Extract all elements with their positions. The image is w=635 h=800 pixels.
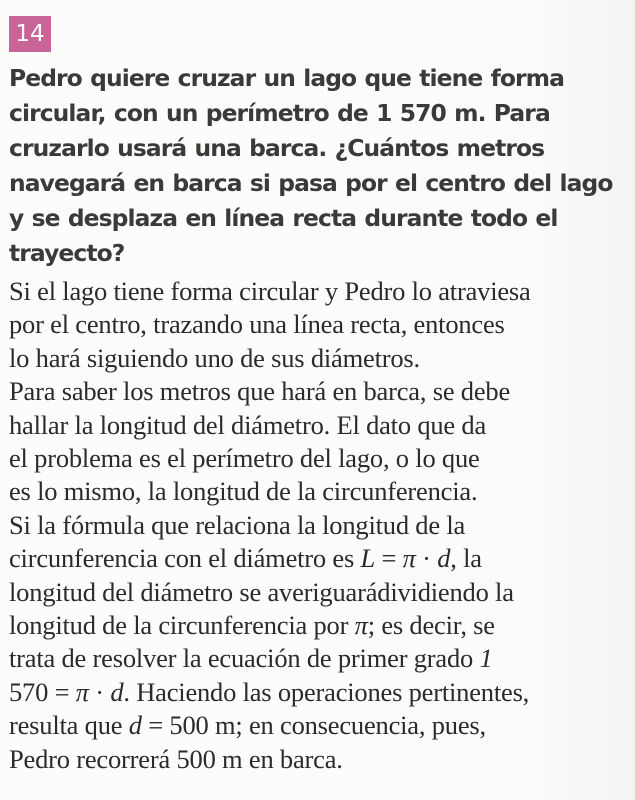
pi-symbol: π	[75, 676, 89, 707]
answer-line	[9, 709, 629, 742]
question-text	[9, 61, 629, 271]
text: 570 =	[9, 676, 76, 707]
text: = 500 m; en consecuencia, pues,	[141, 710, 486, 741]
answer-line	[9, 676, 629, 709]
answer-line: longitud del diámetro se averiguarádividiendo la	[9, 576, 514, 607]
text: circunferencia con el diámetro es	[9, 543, 361, 574]
answer-line: lo hará siguiendo uno de sus diámetros.	[9, 342, 420, 373]
question-line: navegará en barca si pasa por el centro del lago	[9, 169, 613, 197]
text: , la	[450, 543, 482, 574]
pi-symbol: π	[354, 610, 368, 641]
answer-line: por el centro, trazando una línea recta, entonces	[9, 309, 505, 340]
pi-symbol: π	[402, 543, 416, 574]
answer-line: Para saber los metros que hará en barca, se debe	[9, 376, 511, 407]
answer-line: Si la fórmula que relaciona la longitud de la	[9, 509, 466, 540]
question-line: cruzarlo usará una barca. ¿Cuántos metros	[9, 134, 545, 162]
answer-line: Si el lago tiene forma circular y Pedro lo atraviesa	[9, 276, 531, 306]
answer-line	[9, 609, 629, 642]
italic-number: 1	[479, 643, 493, 674]
formula-variable-d: d	[128, 710, 142, 741]
text: =	[375, 543, 403, 574]
text: trata de resolver la ecuación de primer grado	[9, 643, 480, 674]
question-line: circular, con un perímetro de 1 570 m. Para	[9, 99, 550, 127]
answer-line: Pedro recorrerá 500 m en barca.	[9, 743, 343, 774]
answer-line	[9, 642, 629, 675]
text: ; es decir, se	[367, 610, 495, 641]
question-line: Pedro quiere cruzar un lago que tiene forma	[9, 64, 565, 92]
formula-variable-d: d	[110, 676, 124, 707]
question-line: trayecto?	[9, 239, 125, 267]
text: resulta que	[9, 710, 129, 741]
text: ·	[88, 676, 111, 707]
answer-line: el problema es el perímetro del lago, o lo que	[9, 443, 480, 474]
answer-line-formula	[9, 542, 629, 575]
text: . Haciendo las operaciones pertinentes,	[123, 676, 530, 707]
exercise-number-badge: 14	[9, 16, 51, 52]
text: ·	[415, 543, 438, 574]
text: longitud de la circunferencia por	[9, 610, 355, 641]
question-line: y se desplaza en línea recta durante todo el	[9, 204, 558, 232]
answer-text	[9, 275, 629, 776]
formula-variable-l: L	[360, 543, 376, 574]
answer-line: hallar la longitud del diámetro. El dato que da	[9, 409, 487, 440]
formula-variable-d: d	[437, 543, 451, 574]
answer-line: es lo mismo, la longitud de la circunferencia.	[9, 476, 478, 507]
